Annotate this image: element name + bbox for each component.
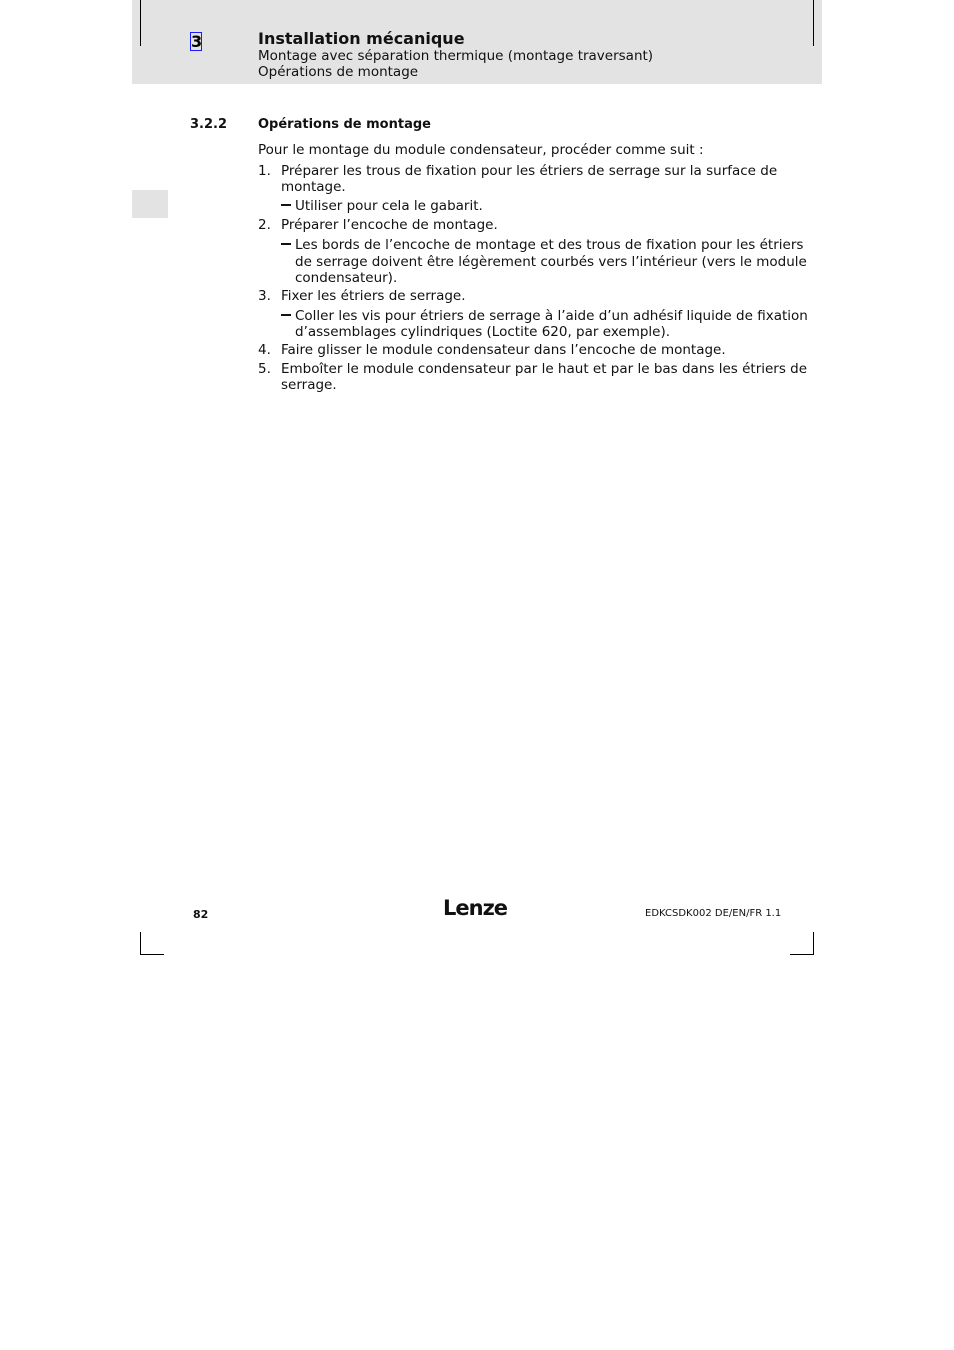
crop-mark-top-right bbox=[813, 0, 814, 46]
crop-mark-bottom-left-h bbox=[140, 954, 164, 955]
section-number: 3.2.2 bbox=[190, 117, 228, 132]
dash-icon bbox=[281, 204, 291, 206]
crop-mark-bottom-left-v bbox=[140, 932, 141, 955]
chapter-title: Installation mécanique bbox=[258, 29, 465, 48]
dash-icon bbox=[281, 314, 291, 316]
lenze-logo: Lenze bbox=[443, 896, 508, 920]
document-code: EDKCSDK002 DE/EN/FR 1.1 bbox=[645, 908, 782, 919]
intro-text: Pour le montage du module condensateur, procéder comme suit : bbox=[258, 142, 704, 158]
step-5-text: Emboîter le module condensateur par le haut et par le bas dans les étriers de bbox=[281, 361, 808, 377]
step-1-text-cont: montage. bbox=[281, 179, 346, 195]
step-4-number: 4. bbox=[258, 342, 271, 358]
chapter-number: 3 bbox=[191, 32, 203, 51]
crop-mark-bottom-right-v bbox=[813, 932, 814, 955]
chapter-subtitle: Montage avec séparation thermique (montage traversant) bbox=[258, 48, 654, 64]
step-2-note-cont: de serrage doivent être légèrement courbés vers l’intérieur (vers le module bbox=[295, 254, 807, 270]
step-3-text: Fixer les étriers de serrage. bbox=[281, 288, 466, 304]
page-number: 82 bbox=[193, 908, 209, 921]
crop-mark-bottom-right-h bbox=[790, 954, 814, 955]
crop-mark-top-left bbox=[140, 0, 141, 46]
step-2-number: 2. bbox=[258, 217, 271, 233]
header-band bbox=[132, 0, 822, 84]
step-2-text: Préparer l’encoche de montage. bbox=[281, 217, 498, 233]
step-5-number: 5. bbox=[258, 361, 271, 377]
step-3-number: 3. bbox=[258, 288, 271, 304]
step-1-number: 1. bbox=[258, 163, 271, 179]
step-1-text: Préparer les trous de fixation pour les étriers de serrage sur la surface de bbox=[281, 163, 778, 179]
step-3-note-cont: d’assemblages cylindriques (Loctite 620, par exemple). bbox=[295, 324, 671, 340]
step-1-note: Utiliser pour cela le gabarit. bbox=[295, 198, 483, 214]
step-5-text-cont: serrage. bbox=[281, 377, 337, 393]
step-2-note-cont2: condensateur). bbox=[295, 270, 398, 286]
step-4-text: Faire glisser le module condensateur dans l’encoche de montage. bbox=[281, 342, 726, 358]
section-title: Opérations de montage bbox=[258, 117, 431, 132]
side-tab bbox=[132, 190, 168, 218]
step-3-note: Coller les vis pour étriers de serrage à l’aide d’un adhésif liquide de fixation bbox=[295, 308, 808, 324]
step-2-note: Les bords de l’encoche de montage et des trous de fixation pour les étriers bbox=[295, 237, 804, 253]
chapter-subsubtitle: Opérations de montage bbox=[258, 64, 419, 80]
dash-icon bbox=[281, 243, 291, 245]
